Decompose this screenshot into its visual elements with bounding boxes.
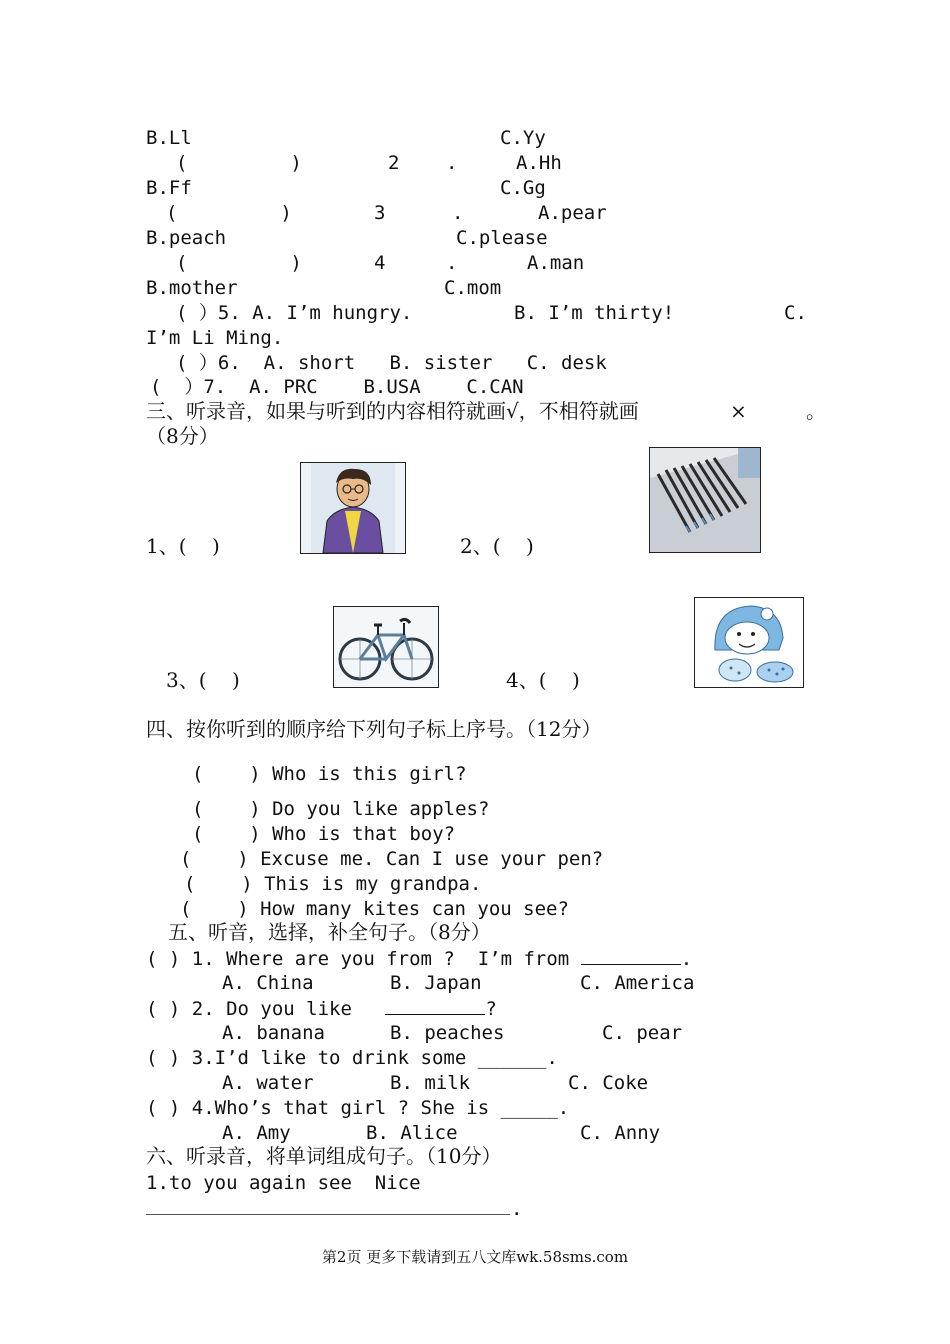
q3-option-a: A. water <box>222 1072 314 1094</box>
q2-option-a: A.Hh <box>516 152 562 174</box>
picture-item-1: 1、( ) <box>146 534 220 558</box>
q1-option-a: A. China <box>222 972 314 994</box>
q5-continuation: I’m Li Ming. <box>146 327 284 349</box>
q3-number: 3 <box>374 202 386 224</box>
fill-question-2: ( ) 2. Do you like ? <box>146 998 497 1020</box>
picture-item-4: 4、( ) <box>506 668 580 692</box>
q3-option-b: B.peach <box>146 227 227 249</box>
man-picture <box>300 462 406 554</box>
q1-option-b: B.Ll <box>146 127 192 149</box>
section-6-heading: 六、听录音，将单词组成句子。（10分） <box>146 1144 502 1168</box>
order-item: ( ) Who is this girl? <box>192 763 467 785</box>
pencils-picture <box>649 447 761 553</box>
fill-question-1: ( ) 1. Where are you from ? I’m from . <box>146 948 693 970</box>
q1-option-c: C. America <box>580 972 695 994</box>
section-4-heading: 四、按你听到的顺序给下列句子标上序号。（12分） <box>146 717 602 741</box>
q1-option-c: C.Yy <box>500 127 546 149</box>
answer-line <box>146 1214 510 1215</box>
q2-option-c: C. pear <box>602 1022 683 1044</box>
page-footer: 第2页 更多下载请到五八文库wk.58sms.com <box>321 1248 629 1266</box>
q5-option-b: B. I’m thirty! <box>514 302 675 324</box>
q2-option-c: C.Gg <box>500 177 546 199</box>
q3-option-b: B. milk <box>390 1072 471 1094</box>
section-3-score: （8分） <box>146 424 219 448</box>
bicycle-picture <box>333 606 439 688</box>
fill-question-3: ( ) 3.I’d like to drink some ______. <box>146 1047 558 1069</box>
section-3-end: 。 <box>806 399 826 423</box>
cartoon-picture <box>694 597 804 688</box>
q5-option-c: C. <box>784 302 807 324</box>
answer-line-period: . <box>511 1198 523 1220</box>
fill-question-4: ( ) 4.Who’s that girl ? She is _____. <box>146 1097 570 1119</box>
order-item: ( ) Excuse me. Can I use your pen? <box>180 848 604 870</box>
q5-stem: ( ）5. A. I’m hungry. <box>176 302 413 324</box>
q3-option-c: C.please <box>456 227 548 249</box>
q4-dot: . <box>446 252 458 274</box>
picture-item-3: 3、( ) <box>166 668 240 692</box>
q2-dot: . <box>446 152 458 174</box>
q3-option-a: A.pear <box>538 202 607 224</box>
q2-option-b: B. peaches <box>390 1022 505 1044</box>
q4-option-c: C.mom <box>444 277 502 299</box>
q4-option-c: C. Anny <box>580 1122 661 1144</box>
q4-option-b: B.mother <box>146 277 238 299</box>
answer-blank <box>385 996 485 1015</box>
answer-blank <box>581 946 681 965</box>
picture-item-2: 2、( ) <box>460 534 534 558</box>
q4-number: 4 <box>374 252 386 274</box>
q3-option-c: C. Coke <box>568 1072 649 1094</box>
q6-line: ( ）6. A. short B. sister C. desk <box>176 352 607 374</box>
q2-option-a: A. banana <box>222 1022 325 1044</box>
section-5-heading: 五、听音，选择，补全句子。（8分） <box>168 920 491 944</box>
q2-number: 2 <box>388 152 400 174</box>
section-3-heading: 三、听录音，如果与听到的内容相符就画√，不相符就画 <box>146 399 639 423</box>
q3-dot: . <box>452 202 464 224</box>
q2-paren: ( ) <box>176 152 302 174</box>
q3-paren: ( ) <box>166 202 292 224</box>
word-order-question: 1.to you again see Nice <box>146 1172 421 1194</box>
order-item: ( ) How many kites can you see? <box>180 898 569 920</box>
section-3-cross: × <box>730 399 747 423</box>
q7-line: ( ）7. A. PRC B.USA C.CAN <box>150 376 524 398</box>
order-item: ( ) This is my grandpa. <box>184 873 482 895</box>
order-item: ( ) Do you like apples? <box>192 798 490 820</box>
q4-paren: ( ) <box>176 252 302 274</box>
q2-option-b: B.Ff <box>146 177 192 199</box>
q1-option-b: B. Japan <box>390 972 482 994</box>
q4-option-a: A. Amy <box>222 1122 291 1144</box>
q4-option-a: A.man <box>527 252 585 274</box>
order-item: ( ) Who is that boy? <box>192 823 456 845</box>
q4-option-b: B. Alice <box>366 1122 458 1144</box>
